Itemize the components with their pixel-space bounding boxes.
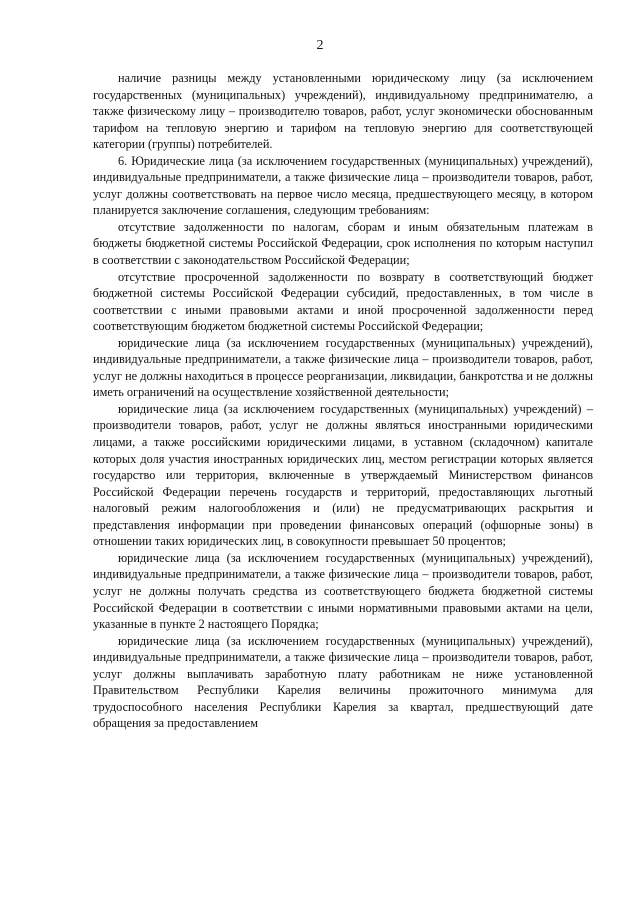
- paragraph-no-reorganization: юридические лица (за исключением государственных (муниципальных) учреждений), индивидуальные предприниматели, а также физические лица – производители товаров, работ, услуг не должны находиться в процессе реорганизации, ликвидации, банкротства и не должны иметь ограничений на осуществление хозяйственной деятельности;: [93, 335, 593, 400]
- paragraph-no-tax-debt: отсутствие задолженности по налогам, сборам и иным обязательным платежам в бюджеты бюджетной системы Российской Федерации, срок исполнения по которым наступил в соответствии с законодательством Российской Федерации;: [93, 219, 593, 268]
- document-body: [93, 70, 593, 732]
- paragraph-no-foreign-offshore: юридические лица (за исключением государственных (муниципальных) учреждений) – производители товаров, работ, услуг не должны являться иностранными юридическими лицами, а также российскими юридическими лицами, в уставном (складочном) капитале которых доля участия иностранных юридических лиц, местом регистрации которых является государство или территория, включенные в утверждаемый Министерством финансов Российской Федерации перечень государств и территорий, предоставляющих льготный налоговый режим налогообложения и (или) не предусматривающих раскрытия и представления информации при проведении финансовых операций (офшорные зоны) в отношении таких юридических лиц, в совокупности превышает 50 процентов;: [93, 401, 593, 549]
- paragraph-no-other-budget-funds: юридические лица (за исключением государственных (муниципальных) учреждений), индивидуальные предприниматели, а также физические лица – производители товаров, работ, услуг не должны получать средства из соответствующего бюджета бюджетной системы Российской Федерации в соответствии с иными нормативными правовыми актами на цели, указанные в пункте 2 настоящего Порядка;: [93, 550, 593, 632]
- paragraph-minimum-wage: юридические лица (за исключением государственных (муниципальных) учреждений), индивидуальные предприниматели, а также физические лица – производители товаров, работ, услуг должны выплачивать заработную плату работникам не ниже установленной Правительством Республики Карелия величины прожиточного минимума для трудоспособного населения Республики Карелия за квартал, предшествующий дате обращения за предоставлением: [93, 633, 593, 731]
- paragraph-no-overdue-subsidy-debt: отсутствие просроченной задолженности по возврату в соответствующий бюджет бюджетной системы Российской Федерации субсидий, предоставленных, в том числе в соответствии с иными правовыми актами и иной просроченной задолженности перед соответствующим бюджетом бюджетной системы Российской Федерации;: [93, 269, 593, 334]
- page-number: 2: [316, 38, 324, 53]
- paragraph-tariff-difference: наличие разницы между установленными юридическому лицу (за исключением государственных (муниципальных) учреждений), индивидуальному предпринимателю, а также физическому лицу – производителю товаров, работ, услуг экономически обоснованным тарифом на тепловую энергию и тарифом на тепловую энергию для соответствующей категории (группы) потребителей.: [93, 71, 593, 152]
- paragraph-section-6-requirements: 6. Юридические лица (за исключением государственных (муниципальных) учреждений), индивидуальные предприниматели, а также физические лица – производители товаров, работ, услуг должны соответствовать на первое число месяца, предшествующего месяцу, в котором планируется заключение соглашения, следующим требованиям:: [93, 153, 593, 218]
